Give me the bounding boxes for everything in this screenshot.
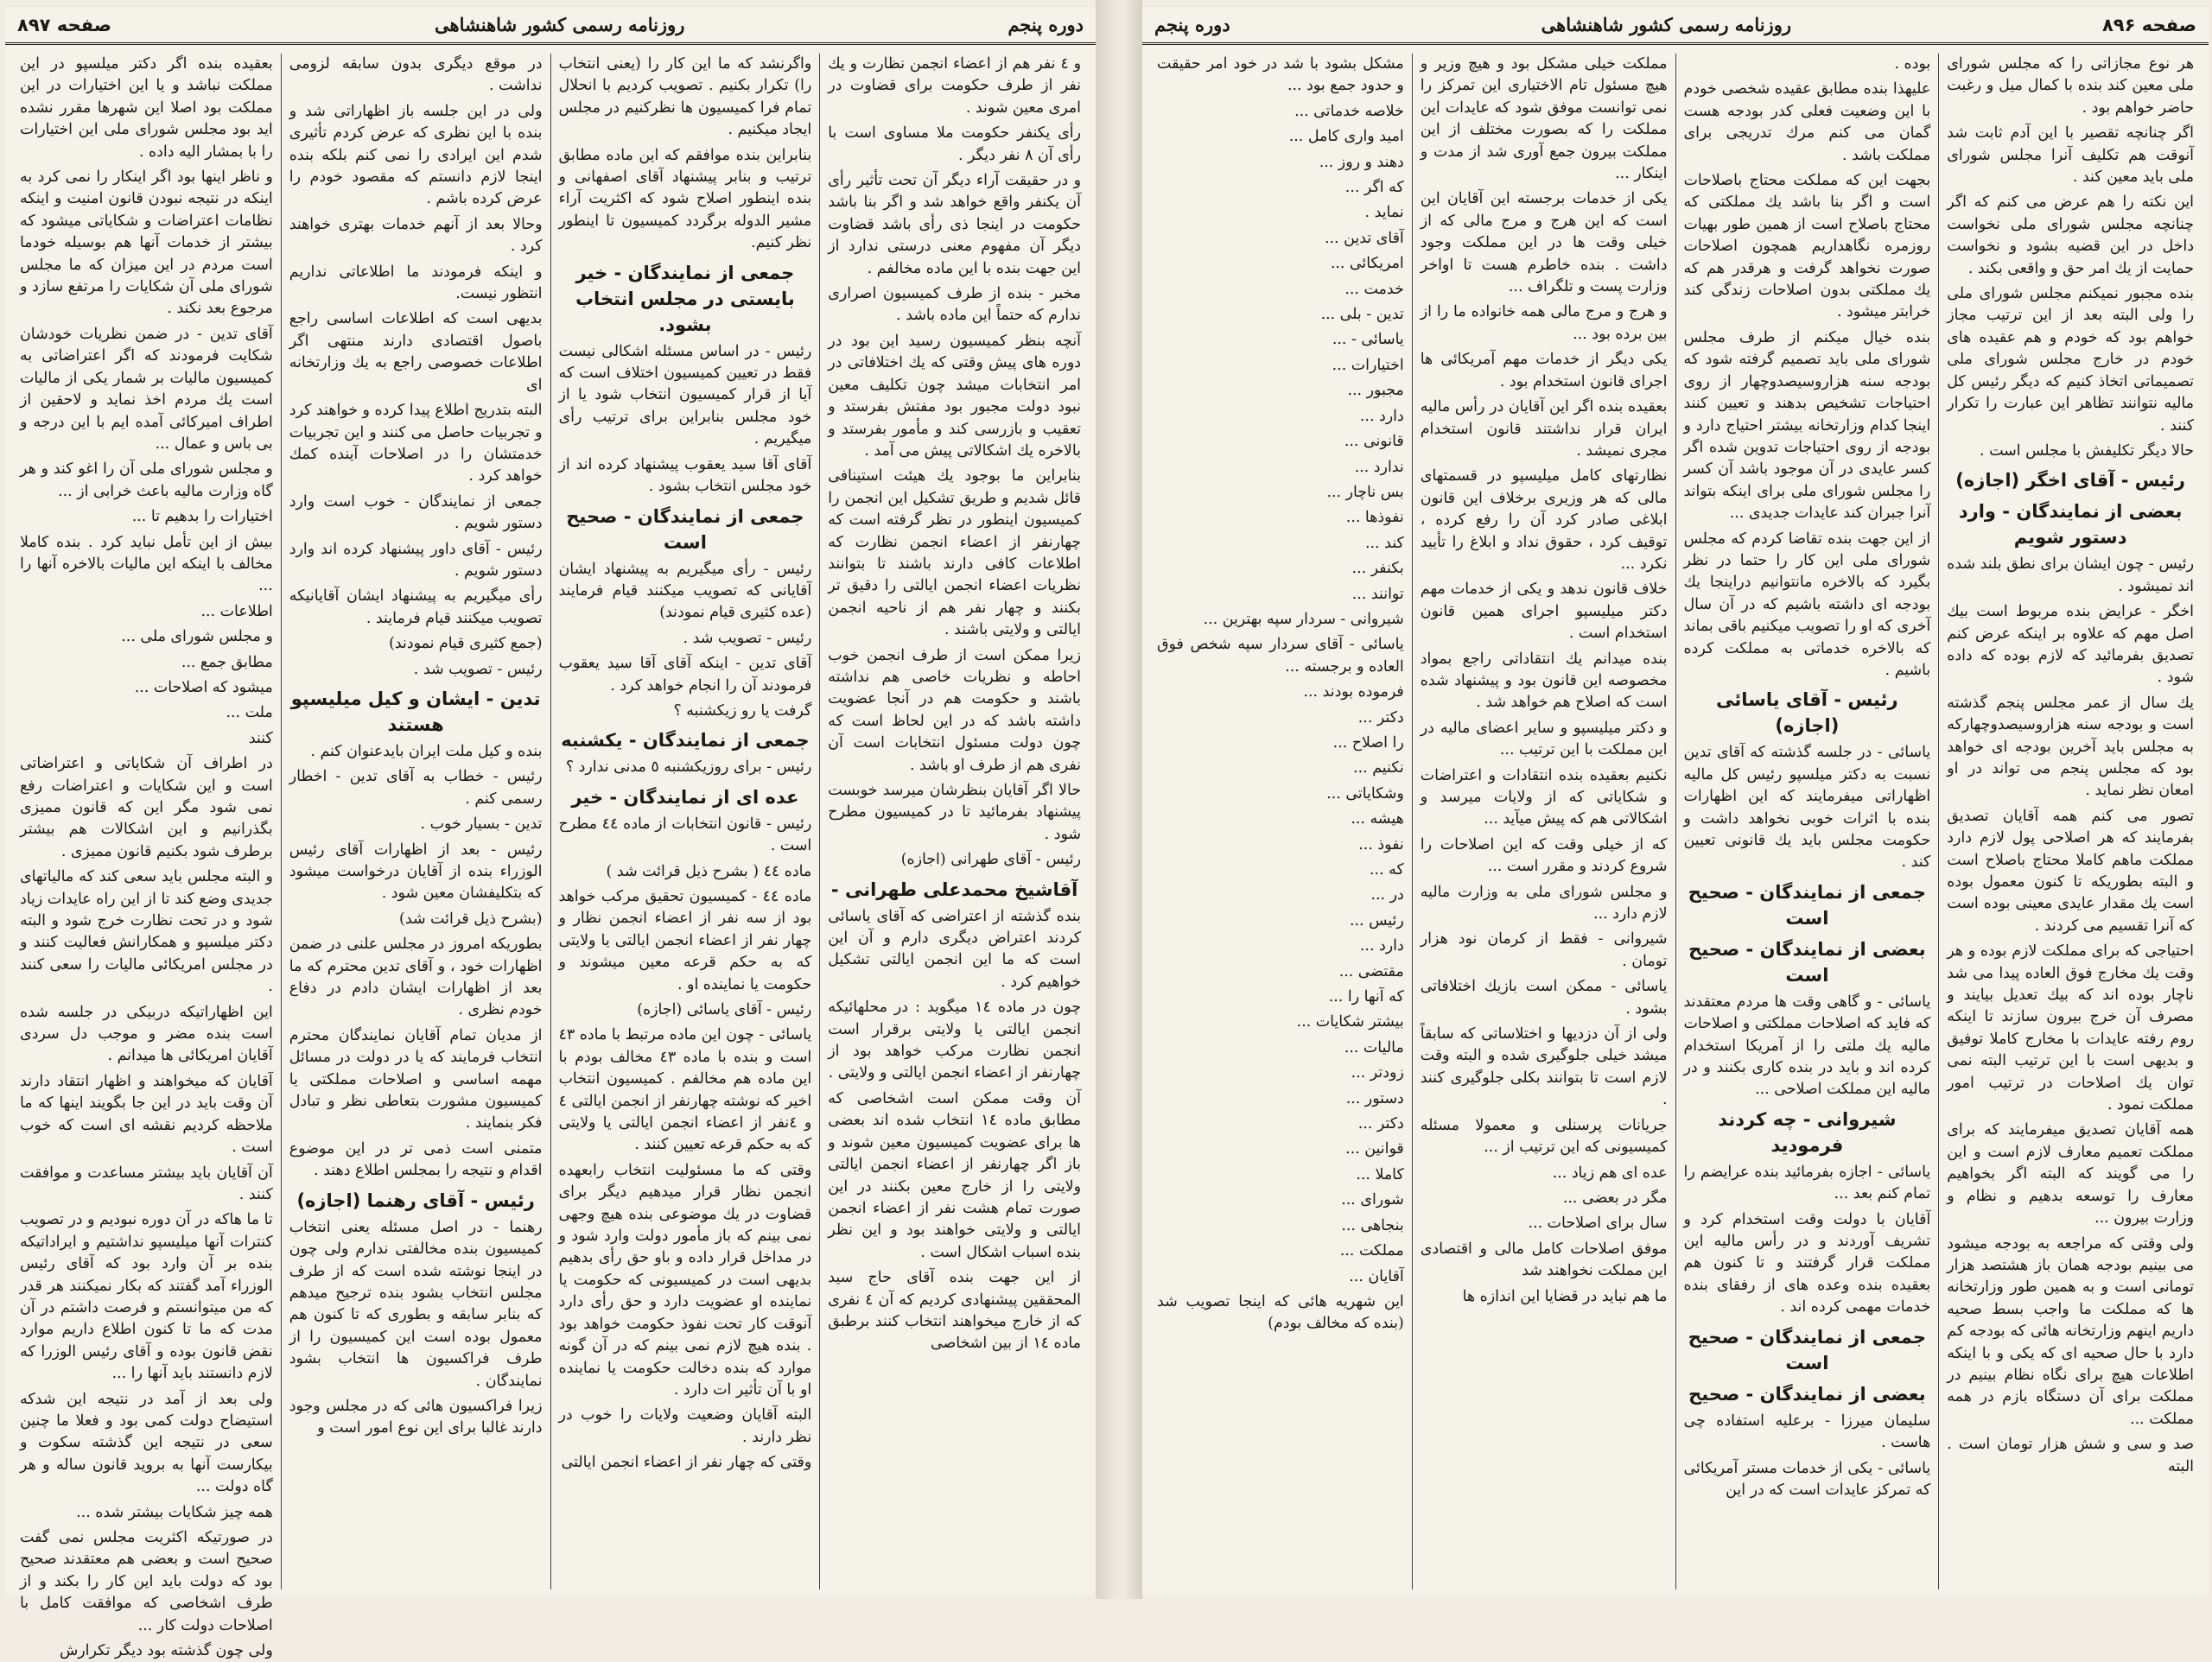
paragraph: آقایان با دولت وقت استخدام کرد و تشریف آوردند و در رأس مالیه این مملکت قرار گرفتند و تا کنون هم بعقیده بنده وعده های از رفقای بنده خدمات مهمی کرده اند .: [1683, 1210, 1931, 1316]
paragraph: یك سال از عمر مجلس پنجم گذشته است و بودجه سنه هزاروسیصدوچهارکه به مجلس باید آخرین بودجه ای خواهد بود که مجلس پنجم می تواند در او امعان نظر نماید .: [1947, 694, 2194, 800]
left-page-columns: [12, 54, 1089, 1660]
paragraph: کند ...: [1364, 534, 1404, 552]
paragraph: رئیس - چون ایشان برای نطق بلند شده اند نمیشود .: [1947, 555, 2194, 595]
paragraph: شیروانی - فقط از کرمان نود هزار تومان .: [1420, 930, 1668, 970]
paragraph: بیش از این تأمل نباید کرد . بنده کاملا مخالف با اینکه این مالیات بالاخره آنها را ...: [20, 533, 273, 595]
paragraph: نماید .: [1364, 204, 1404, 222]
paragraph: جریانات پرسنلی و معمولا مسئله کمیسیونی که این ترتیب از ...: [1420, 1116, 1668, 1157]
paragraph: از این جهت بنده آقای حاج سید المحققین پیشنهادی کردیم که آن ٤ نفری که از خارج میخواهند انتخاب کنند برطبق ماده ١٤ از بین اشخاصی: [828, 1269, 1082, 1353]
paragraph: از مدیان تمام آقایان نمایندگان محترم انتخاب فرمایند که یا در دولت در مسائل مهمه اساسی و اصلاحات مملکتی یا کمیسیون مشورت بتعاطی نظر و تبادل فکر بنمایند .: [289, 1026, 543, 1132]
paragraph: بنده مجبور نمیکنم مجلس شورای ملی را ولی البته بعد از این ترتیب مجاز خواهم بود که خودم و هم عقیده های خودم در خارج مجلس شورای ملی تصمیماتی اتخاذ کنیم که دیگر رئیس کل مالیه نتوانند تظاهر این عبارت را تکرار کنند .: [1947, 285, 2194, 435]
paragraph: بنده خیال میکنم از طرف مجلس شورای ملی باید تصمیم گرفته شود که بودجه سنه هزاروسیصدوچهار از روی احتیاجات تشخیص بدهند و تعیین کنند اینجا کدام وزارتخانه بیشتر احتیاج دارد و بودجه از روی احتیاجات تدوین شده اگر کسر عایدی در آن موجود باشد آن کسر را مجلس شورای ملی برای اینکه بتواند آنرا جبران کند عایدات جدیدی ...: [1683, 328, 1931, 523]
paragraph: توانند ...: [1351, 585, 1404, 603]
paragraph: فرموده بودند ...: [1303, 683, 1404, 701]
paragraph: دارد ...: [1359, 937, 1404, 955]
paragraph: حالا دیگر تکلیفش با مجلس است .: [1980, 441, 2194, 460]
paragraph: را اصلاح ...: [1332, 733, 1404, 752]
paragraph: تا ما هاکه در آن دوره نبودیم و در تصویب کنترات آنها میلیسپو نداشتیم و ایراداتیکه بنده بر آن وارد بود که آقای رئیس الوزراء آمد گفتند که بکار نمیکنند هر قدر که من میتوانستم و فرصت داشتم در آن مدت که ما تا کنون اطلاع داریم موارد نقض قانون بوده و آقای رئیس الوزرا که لازم دانستند باید آنها را ...: [20, 1211, 273, 1383]
paragraph: ولی بعد از آمد در نتیجه این شدکه استیضاح دولت کمی بود و فعلا ما چنین سعی در نتیجه این گذشته سکوت و بیکارست آنها به بروید قانون ساله و هر گاه دولت ...: [20, 1390, 273, 1496]
paragraph: یاسائی - و گاهی وقت ها مردم معتقدند که فاید که اصلاحات مملکتی و اصلاحات مالیه یك ملتی را از آمریکا استخدام کرده اند و باید در بنده کاری بکنند و در مالیه این مملکت اصلاحی ...: [1683, 993, 1931, 1099]
paragraph: سلیمان میرزا - برعلیه استفاده چی هاست .: [1683, 1411, 1931, 1452]
paragraph: وقتی که ما مسئولیت انتخاب رابعهده انجمن نظار قرار میدهیم دیگر برای قضاوت در یك موضوعی بنده هیچ وجهی نمی بینم که باز مأمور دولت وارد شود و در مداخل قرار داده و باو حق رأی بدهیم بدیهی است در کمیسیونی که حکومت یا نماینده او عضویت دارد و حق رأی دارد آنوقت کار تحت نفوذ حکومت خواهد بود . بنده هیچ لازم نمی بینم که در آن گونه موارد که بنده دخالت حکومت یا نماینده او با آن تأثیر ات دارد .: [558, 1161, 812, 1399]
paragraph: نفوذها ...: [1345, 509, 1404, 527]
paragraph: دستور ...: [1345, 1089, 1404, 1107]
right-page: [1142, 7, 2209, 1595]
left-header-page-number: صفحه ۸۹۷: [17, 14, 112, 35]
paragraph: آقای تدین - در ضمن نظریات خودشان شکایت فرمودند که اگر اعتراضاتی به کمیسیون مالیات بر شمار یکی از مالیات است یك مردم اخذ نماید و لاحقین از اطراف امیرکائی آمده ایم با این درجه و بی باس و عمال ...: [20, 325, 273, 453]
paragraph: رئیس ...: [1349, 911, 1404, 929]
paragraph: بنابراین ما بوجود یك هیئت استینافی قائل شدیم و طریق تشکیل این انجمن را کمیسیون اینطور در نظر گرفته است که چهارنفر از اعضاء انجمن نظارت که اطلاعات کافی دارند باشند تا بتوانند نظریات اعضاء انجمن ایالتی را دقیق تر بکنند و چهار نفر هم از ناحیه انجمن ایالتی و ولایتی باشند .: [828, 467, 1081, 639]
paragraph: حالا اگر آقایان بنظرشان میرسد خوبست پیشنهاد بفرمائید تا در کمیسیون مطرح شود .: [828, 782, 1081, 843]
paragraph: آقایان ...: [1349, 1267, 1404, 1285]
paragraph: بکنفر ...: [1351, 560, 1404, 578]
paragraph: کنند: [248, 729, 273, 747]
paragraph: وشکایاتی ...: [1326, 784, 1404, 802]
paragraph: خدمت ...: [1344, 280, 1404, 298]
paragraph: و اینکه فرمودند ما اطلاعاتی نداریم انتظور نیست.: [289, 263, 543, 303]
paragraph: ماده ٤٤ - کمیسیون تحقیق مرکب خواهد بود از سه نفر از اعضاء انجمن نظار و چهار نفر از اعضاء انجمن ایالتی یا ولایتی که به حکم قرعه معین میشوند و حکومت یا نماینده او .: [558, 887, 812, 993]
paragraph: کاملا ...: [1356, 1165, 1404, 1183]
speaker-heading: جمعی از نمایندگان - خیر بایستی در مجلس انتخاب بشود.: [575, 262, 795, 335]
paragraph: آقای تدین ...: [1325, 229, 1404, 247]
paragraph: شورای ...: [1341, 1191, 1404, 1209]
paragraph: موفق اصلاحات کامل مالی و اقتصادی این مملکت نخواهند شد: [1420, 1240, 1668, 1280]
paragraph: احتیاجی که برای مملکت لازم بوده و هر وقت یك مخارج فوق العاده پیدا می شد ناچار بوده اند که بیك تعدیل بیایند و مصرف آن خرج بیرون سازند تا اینکه روم رفته عایدات با مخارج کاملا توفیق و بدیهی است با این ترتیب البته نمی توان یك اصلاحات در ترتیب امور مملکت نمود .: [1947, 942, 2194, 1114]
paragraph: بس ناچار ...: [1326, 483, 1404, 501]
paragraph: اختیارات ...: [1332, 356, 1404, 374]
paragraph: بوده .: [1894, 55, 1931, 73]
text-column: [12, 54, 281, 1660]
paragraph: و دکتر میلیسپو و سایر اعضای مالیه در این مملکت با این ترتیب ...: [1420, 719, 1668, 759]
paragraph: بدیهی است که اطلاعات اساسی راجع باصول اقتصادی دارند منتهی اگر اطلاعات خصوصی راجع به یك وزارتخانه ای: [289, 310, 543, 394]
paragraph: ما هم نباید در قضایا این اندازه ها: [1462, 1287, 1668, 1305]
paragraph: رئیس - قانون انتخابات از ماده ٤٤ مطرح است .: [558, 815, 812, 855]
paragraph: این اظهاراتیکه دربیکی در جلسه شده است بنده مضر و موجب دل سردی آقایان امریکائی ها میدانم .: [20, 1003, 273, 1065]
text-column: [1412, 54, 1675, 1589]
paragraph: آقای تدین - اینکه آقای آقا سید یعقوب فرمودند آن را انجام خواهد کرد .: [558, 655, 812, 695]
left-header-title: روزنامه رسمی کشور شاهنشاهی: [435, 14, 685, 35]
paragraph: البته بتدریج اطلاع پیدا کرده و خواهند کرد و تجربیات حاصل می کنند و این تجربیات خدمتشان را در اصلاحات آینده کمك خواهد کرد .: [289, 402, 543, 485]
paragraph: تدین - بلی ...: [1320, 306, 1404, 324]
paragraph: یکی دیگر از خدمات مهم آمریکائی ها اجرای قانون استخدام بود .: [1420, 351, 1668, 390]
paragraph: رئیس - در اساس مسئله اشکالی نیست فقط در تعیین کمیسیون اختلاف است که آیا از قرار کمیسیون انتخاب شود یا از خود مجلس بنابراین برای ترتیب رأی میگیریم .: [558, 342, 812, 448]
paragraph: رهنما - در اصل مسئله یعنی انتخاب کمیسیون بنده مخالفتی ندارم ولی چون در اینجا نوشته شده است که از طرف مجلس انتخاب بشود بنده ترجیح میدهم که بنابر سابقه و بطوری که تا کنون هم معمول بوده است این کمیسیون را از طرف فراکسیون ها انتخاب بشود نمایندگان .: [289, 1218, 543, 1390]
paragraph: زیرا ممکن است از طرف انجمن خوب احاطه و نظریات خاصی هم نداشته باشند و حکومت هم در آنجا عضویت داشته باشد که در این لحاظ است که چون دولت مسئول انتخابات است آن نفری هم از طرف او باشد .: [828, 646, 1081, 774]
speaker-heading: رئیس - آقای یاسائی (اجازه): [1716, 689, 1898, 737]
paragraph: دکتر ...: [1357, 708, 1404, 726]
paragraph: در صورتیکه اکثریت مجلس نمی گفت صحیح است و بعضی هم معتقدند صحیح بود که دولت باید این کار را بکند و از طرف اشخاصی که موافقت کامل با اصلاحات دولت کار ...: [20, 1529, 273, 1634]
paragraph: مطابق جمع ...: [181, 653, 273, 671]
text-column: [1938, 54, 2202, 1589]
left-page-header: [5, 7, 1096, 45]
speaker-heading: رئیس - آقای رهنما (اجازه): [296, 1189, 535, 1211]
paragraph: جمعی از نمایندگان - خوب است وارد دستور شویم .: [289, 492, 543, 533]
paragraph: رأی میگیریم به پیشنهاد ایشان آقایانیکه تصویب میکنند قیام فرمایند .: [289, 587, 543, 627]
paragraph: و مجلس شورای ملی آن را اغو کند و هر گاه وزارت مالیه باعث خرابی از ...: [20, 460, 273, 500]
speaker-heading: جمعی از نمایندگان - صحیح است: [1688, 1326, 1926, 1373]
paragraph: آقایان که میخواهند و اظهار انتقاد دارند آن وقت باید در این جا بگویند اینها که ما ملاحظه کردیم نقشه ای است که خوب است .: [20, 1072, 273, 1157]
paragraph: میشود که اصلاحات ...: [134, 678, 273, 696]
paragraph: رئیس - آقای یاسائی (اجازه): [637, 1001, 812, 1018]
paragraph: ملت ...: [226, 704, 273, 722]
paragraph: تصور می کنم همه آقایان تصدیق بفرمایند که هر اصلاحی پول لازم دارد مملکت ماهم کاملا محتاج باصلاح است و البته بطوریکه تا کنون معمول بوده است یك مقدار عایدی معینی بوده است که آنرا تقسیم می کردند .: [1947, 807, 2194, 935]
text-column: [1149, 54, 1412, 1589]
paragraph: گرفت یا رو زیکشنبه ؟: [673, 701, 812, 720]
paragraph: بنجاهی ...: [1341, 1216, 1404, 1234]
text-column: [819, 54, 1089, 1589]
paragraph: بنده گذشته از اعتراضی که آقای یاسائی کردند اعتراض دیگری دارم و آن این است که ما این انجمن ایالتی تشکیل خواهیم کرد .: [828, 907, 1081, 991]
paragraph: (بشرح ذیل قرائت شد): [399, 910, 543, 928]
paragraph: مشکل بشود با شد در خود امر حقیقت و حدود جمع بود ...: [1157, 55, 1404, 95]
paragraph: در اطراف آن شکایاتی و اعتراضاتی است و این شکایات و اعتراضات رفع نمی شود مگر این که قانون ممیزی بگذرانیم و این اشکالات هم بیشتر برطرف شود بکنیم قانون ممیزی .: [20, 755, 273, 860]
right-header-title: روزنامه رسمی کشور شاهنشاهی: [1541, 14, 1791, 35]
paragraph: یکی از خدمات برجسته این آقایان این است که این هرج و مرج مالی که از خیلی وقت ها در این مملکت وجود داشت . بنده خاطرم هست تا اواخر وزارت پست و تلگراف ...: [1420, 190, 1668, 296]
paragraph: که از خیلی وقت که این اصلاحات را شروع کردند و مقرر است ...: [1420, 835, 1668, 876]
paragraph: و هرج و مرج مالی همه خانواده ما را از بین برده بود ...: [1420, 303, 1668, 343]
paragraph: رئیس - برای روزیکشنبه ٥ مدنی ندارد ؟: [565, 758, 812, 777]
paragraph: مملکت ...: [1339, 1242, 1404, 1260]
paragraph: مگر در بعضی ...: [1562, 1189, 1668, 1207]
left-header-volume: دوره پنجم: [1007, 14, 1084, 35]
paragraph: آن آقایان باید بیشتر مساعدت و موافقت کنند .: [20, 1164, 273, 1203]
paragraph: علیهذا بنده مطابق عقیده شخصی خودم با این وضعیت فعلی کدر بودجه هست گمان می کنم مرك تدریجی برای مملکت باشد .: [1683, 80, 1931, 164]
paragraph: عده ای هم زیاد ...: [1552, 1164, 1668, 1182]
paragraph: بیشتر شکایات ...: [1296, 1013, 1404, 1031]
paragraph: هر نوع مجازاتی را که مجلس شورای ملی معین کند بنده با کمال میل و رغبت حاضر خواهم بود .: [1947, 55, 2194, 117]
paragraph: زیرا فراکسیون هائی که در مجلس وجود دارند غالبا برای این نوع امور است و: [289, 1397, 543, 1437]
paragraph: رأی یکنفر حکومت ملا مساوی است با رأی آن ٨ نفر دیگر .: [828, 124, 1081, 164]
paragraph: آقای آقا سید یعقوب پیشنهاد کرده اند از خود مجلس انتخاب بشود .: [558, 455, 812, 496]
paragraph: که اگر ...: [1344, 179, 1404, 197]
paragraph: در موقع دیگری بدون سابقه لزومی نداشت .: [289, 55, 543, 95]
speaker-heading: بعضی از نمایندگان - صحیح: [1688, 1383, 1926, 1405]
speaker-heading: جمعی از نمایندگان - صحیح است: [566, 505, 804, 553]
paragraph: بجهت این که مملکت محتاج باصلاحات است و اگر بنا باشد یك مملکتی که محتاج باصلاح است از همین طور بهیات روزمره نگاهداریم همچون اصلاحات صورت نخواهد گرفت و هرقدر هم که یك مملکتی بدون اصلاحات زندگی کند خرابتر میشود .: [1683, 172, 1931, 321]
paragraph: دکتر ...: [1357, 1115, 1404, 1133]
paragraph: اخگر - عرایض بنده مربوط است بیك اصل مهم که علاوه بر اینکه عرض کنم تصدیق بفرمائید که لازم بوده که داده شود .: [1947, 603, 2194, 687]
paragraph: هیشه ...: [1351, 810, 1404, 828]
paragraph: در ...: [1370, 886, 1404, 904]
speaker-heading: بعضی از نمایندگان - وارد دستور شویم: [1958, 501, 2183, 549]
paragraph: رئیس - تصویب شد .: [413, 660, 543, 678]
speaker-heading: جمعی از نمایندگان - یکشنبه: [561, 730, 810, 752]
speaker-heading: آقاشیخ محمدعلی طهرانی -: [830, 879, 1078, 900]
paragraph: نکنیم بعقیده بنده انتقادات و اعتراضات و شکایاتی که از ولایات میرسد و اشکالاتی هم که پیش میآید ...: [1420, 766, 1668, 828]
paragraph: امریکائی ...: [1330, 255, 1404, 273]
paragraph: ولی چون گذشته بود دیگر تکرارش: [60, 1642, 273, 1660]
paragraph: دارد ...: [1359, 407, 1404, 425]
paragraph: اطلاعات ...: [200, 602, 273, 620]
paragraph: یاسائی - ...: [1332, 331, 1404, 349]
speaker-heading: تدین - ایشان و کیل میلیسپو هستند: [290, 688, 541, 735]
paragraph: واگرنشد که ما این کار را (یعنی انتخاب را) تکرار بکنیم . تصویب کردیم با انحلال تمام فرا کمیسیون ها نظرکنیم در مجلس ایجاد میکنیم .: [558, 55, 812, 139]
paragraph: قانونی ...: [1344, 433, 1404, 451]
paragraph: وقتی که چهار نفر از اعضاء انجمن ایالتی: [561, 1454, 812, 1472]
paragraph: زودتر ...: [1351, 1064, 1404, 1082]
paragraph: یاسائی - چون این ماده مرتبط با ماده ٤٣ است و بنده با ماده ٤٣ مخالف بودم با این ماده هم مخالفم . کمیسیون انتخاب اخیر که نوشته چهارنفر از انجمن ایالتی ٤ و ٤نفر از اعضاء انجمن ایالتی یا ولایتی که به حکم قرعه تعیین کنند .: [558, 1026, 812, 1154]
paragraph: که ...: [1370, 861, 1404, 879]
paragraph: رئیس - بعد از اظهارات آقای رئیس الوزراء بنده از آقایان درخواست میشود که بتکلیفشان معین شود .: [289, 841, 543, 903]
paragraph: بنده و کیل ملت ایران بایدعنوان کنم .: [310, 742, 543, 760]
paragraph: مالیات ...: [1344, 1038, 1404, 1056]
speaker-heading: بعضی از نمایندگان - صحیح است: [1688, 938, 1926, 986]
speaker-heading: عده ای از نمایندگان - خیر: [571, 786, 799, 808]
paragraph: آنچه بنظر کمیسیون رسید این بود در دوره های پیش وقتی که یك اختلافاتی در امر انتخابات میشد چون تکلیف معین نبود دولت مجبور بود مفتش بفرستد و تعقیب و بازرسی کند و مأمور بفرستد و بالاخره یك اشکالاتی پیش می آمد .: [828, 332, 1081, 460]
paragraph: و البته مجلس باید سعی کند که مالیاتهای جدیدی وضع کند تا از این راه عایدات زیاد شود و در تحت نظارت خرج شود و البته دکتر میلسپو و همکارانش فعالیت کنند و در مجلس امریکائی مالیات را سعی کنند .: [20, 868, 273, 996]
speaker-heading: جمعی از نمایندگان - صحیح است: [1688, 881, 1926, 929]
paragraph: ولی از آن دزدیها و اختلاساتی که سابقاً میشد خیلی جلوگیری شده و البته وقت لازم است تا بتوانند بکلی جلوگیری کنند .: [1420, 1025, 1668, 1109]
paragraph: امید واری کامل ...: [1288, 128, 1404, 146]
paragraph: صد و سی و شش هزار تومان است . البته: [1947, 1436, 2194, 1475]
paragraph: رئیس - خطاب به آقای تدین - اخطار رسمی کنم .: [289, 768, 543, 808]
paragraph: این شهریه هائی که اینجا تصویب شد (بنده که مخالف بودم): [1157, 1292, 1404, 1333]
paragraph: همه چیز شکایات بیشتر شده ...: [76, 1503, 273, 1521]
paragraph: یاسائی - اجازه بفرمائید بنده عرایضم را تمام کنم بعد ...: [1683, 1163, 1931, 1203]
right-page-header: [1142, 7, 2209, 45]
paragraph: البته آقایان وضعیت ولایات را خوب در نظر دارند .: [558, 1406, 812, 1446]
paragraph: دهند و روز ...: [1319, 153, 1404, 171]
paragraph: ندارد ...: [1354, 458, 1404, 476]
paragraph: و ناظر اینها بود اگر اینکار را نمی کرد به اینکه در نتیجه نبودن قانون امنیت و اینکه نظامات اعتراضات و شکایاتی میشود که بیشتر از خدمات آنها هم بوسیله خودما است مردم در این میزان که ما مجلس شورای ملی آن شکایات را مرتفع سازد و مرجوع بعد نکند .: [20, 168, 273, 318]
paragraph: نکنیم ...: [1353, 759, 1404, 777]
paragraph: و مجلس شورای ملی ...: [121, 628, 273, 646]
paragraph: رئیس - رأی میگیریم به پیشنهاد ایشان آقایانی که تصویب میکنند قیام فرمایند (عده کثیری قیام نمودند): [558, 560, 812, 622]
left-page: [5, 7, 1096, 1660]
paragraph: یاسائی - ممکن است بازیك اختلافاتی بشود .: [1420, 978, 1668, 1018]
paragraph: و مجلس شورای ملی به وزارت مالیه لازم دارد ...: [1420, 883, 1668, 923]
text-column: [281, 54, 550, 1589]
paragraph: این نکته را هم عرض می کنم که اگر چنانچه مجلس شورای ملی نخواست داخل در این قضیه بشود و نخواست حمایت از یك امر حق و واقعی بکند .: [1947, 193, 2194, 277]
text-column: [1675, 54, 1939, 1589]
paragraph: خلاصه خدماتی ...: [1294, 102, 1404, 120]
paragraph: قوانین ...: [1345, 1140, 1404, 1158]
paragraph: وحالا بعد از آنهم خدمات بهتری خواهند کرد .: [289, 215, 543, 256]
paragraph: ولی وقتی که مراجعه به بودجه میشود می بینیم بودجه همان باز هشتصد هزار تومانی است و به همین طور وزارتخانه ها که مملکت ما واجب بسط صحیه داریم اینهم وزارتخانه هائی که بودجه کم دارد با حال صحیه ای که یکی و با اینکه اطلاعات هیچ برای نگاه نظام بینیم در مملکت برای آن دستگاه بازم در همه مملکت ...: [1947, 1234, 2194, 1428]
paragraph: بعقیده بنده اگر این آقایان در رأس مالیه ایران قرار نداشتند قانون استخدام مجری نمیشد .: [1420, 398, 1668, 460]
paragraph: شیروانی - سردار سپه بهترین ...: [1203, 610, 1404, 628]
paragraph: نفوذ ...: [1358, 835, 1404, 853]
paragraph: مخبر - بنده از طرف کمیسیون اصراری ندارم که حتماً این ماده باشد .: [828, 285, 1081, 325]
text-column: [550, 54, 820, 1589]
paragraph: خلاف قانون ندهد و یکی از خدمات مهم دکتر میلیسپو اجرای همین قانون استخدام است .: [1420, 580, 1668, 643]
paragraph: چون در ماده ١٤ میگوید : در محلهائیکه انجمن ایالتی یا ولایتی برقرار است انجمن نظارت مرکب خواهد بود از چهارنفر از اعضاء انجمن ایالتی و ولایتی .: [828, 999, 1081, 1082]
paragraph: که آنها را ...: [1328, 988, 1404, 1006]
paragraph: بطوریکه امروز در مجلس علنی در ضمن اظهارات خود ، و آقای تدین محترم که ما بعد از اظهارات ایشان دادم در دفاع خودم نظری .: [289, 936, 543, 1019]
paragraph: مجبور ...: [1347, 382, 1404, 400]
binding-gutter: [1096, 0, 1142, 1599]
paragraph: از این جهت بنده تقاضا کردم که مجلس شورای ملی این کار را حتما در نظر بگیرد که بالاخره مانتوانیم دراینجا یك بودجه ای داشته باشیم که در آن سال آخری که او را تصویب میکنیم باقی بماند که بالاخره خدماتی به مملکت کرده باشیم .: [1683, 530, 1931, 679]
speaker-heading: شیروانی - چه کردند فرمودید: [1718, 1108, 1897, 1156]
paragraph: مملکت خیلی مشکل بود و هیچ وزیر و هیچ مسئول تام الاختیاری این تمرکز را نمی توانست موفق شود که عایدات این مملکت را که بصورت مختلف از این مملکت بیرون جمع آوری شد از مدت و اینکار ...: [1420, 55, 1668, 183]
paragraph: و ٤ نفر هم از اعضاء انجمن نظارت و یك نفر از طرف حکومت برای قضاوت در امری معین شوند .: [828, 55, 1081, 117]
paragraph: همه آقایان تصدیق میفرمایند که برای مملکت تعمیم معارف لازم است و این را می گویند که البته اگر بخواهیم معارف را توسعه بدهیم و نظام و وزارت بیرون ...: [1947, 1121, 2194, 1227]
paragraph: رئیس - تصویب شد .: [683, 629, 812, 647]
paragraph: و در حقیقت آراء دیگر آن تحت تأثیر رأی آن یکنفر واقع خواهد شد و اگر بنا باشد حکومت در اینجا ذی رأی باشد قضاوت دیگر آن مفهوم معنی درستی ندارد از این جهت بنده با این ماده مخالفم .: [828, 172, 1081, 277]
speaker-heading: رئیس - آقای اخگر (اجازه): [1955, 470, 2186, 492]
paragraph: نظارتهای کامل میلیسپو در قسمتهای مالی که هر وزیری برخلاف این قانون ابلاغی صادر کرد آن را رفع کرده ، توقیف کرد ، حقوق نداد و ابلاغ را تأیید نکرد ...: [1420, 467, 1668, 573]
paragraph: رئیس - آقای طهرانی (اجازه): [900, 851, 1081, 869]
paragraph: بعقیده بنده اگر دکتر میلسپو در این مملکت نباشد و یا این اختیارات در این مملکت بود اصلا این شهرها مقرر نشده اید بود مجلس شورای ملی این اختیارات را با بمشار الیه داده .: [20, 55, 273, 161]
paragraph: آن وقت ممکن است اشخاصی که مطابق ماده ١٤ انتخاب شده اند بعضی ها برای عضویت کمیسیون معین شوند و باز اگر چهارنفر از اعضاء انجمن ایالتی ولایتی را از خارج معین بکنند در این صورت تمام هشت نفر از اعضاء انجمن ایالتی و ولایتی خواهند بود و این نظر بنده اسباب اشکال است .: [828, 1089, 1081, 1261]
right-page-columns: [1149, 54, 2202, 1589]
paragraph: رئیس - آقای داور پیشنهاد کرده اند وارد دستور شویم .: [289, 540, 543, 580]
paragraph: تدین - بسیار خوب .: [420, 815, 543, 834]
paragraph: بنده میدانم یك انتقاداتی راجع بمواد مخصوصه این قانون بود و پیشنهاد شده است که اصلاح هم خواهد شد .: [1420, 650, 1668, 712]
paragraph: یاسائی - یکی از خدمات مستر آمریکائی که تمرکز عایدات است که در این: [1683, 1459, 1931, 1499]
right-header-volume: دوره پنجم: [1154, 14, 1230, 35]
paragraph: اختیارات را بدهیم تا ...: [131, 508, 273, 526]
paragraph: یاسائی - در جلسه گذشته که آقای تدین نسبت به دکتر میلسپو رئیس کل مالیه اظهاراتی میفرمایند که این اظهارات بنده با اثرات خوبی نخواهد داشت و حکومت مجلس باید یك قانونی تعیین کند .: [1683, 744, 1931, 872]
paragraph: متمنی است ذمی تر در این موضوع اقدام و نتیجه را بمجلس اطلاع دهند .: [289, 1139, 543, 1180]
paragraph: اگر چنانچه تقصیر با این آدم ثابت شد آنوقت هم تکلیف آنرا مجلس شورای ملی باید معین کند .: [1947, 124, 2194, 187]
paragraph: بنابراین بنده موافقم که این ماده مطابق ترتیب و بنابر پیشنهاد آقای اصفهانی و بنده اینطور اصلاح شود که اکثریت آراء مشیر الدوله برگردد کمیسیون تا اینطور نظر کنیم.: [558, 146, 812, 252]
paragraph: ولی در این جلسه باز اظهاراتی شد و بنده با این نظری که عرض کردم تأثیری شدم این ایرادی را نمی کنم بلکه بنده اینجا لازم دانستم که مقصود خودم را عرض کرده باشم .: [289, 102, 543, 208]
paragraph: سال برای اصلاحات ...: [1528, 1215, 1668, 1233]
right-header-page-number: صفحه ۸۹۶: [2101, 14, 2196, 35]
paragraph: مقتضی ...: [1338, 962, 1404, 980]
paragraph: (جمع کثیری قیام نمودند): [389, 635, 543, 653]
paragraph: یاسائی - آقای سردار سپه شخص فوق العاده و برجسته ...: [1157, 636, 1404, 676]
paragraph: ماده ٤٤ ( بشرح ذیل قرائت شد ): [606, 862, 812, 880]
